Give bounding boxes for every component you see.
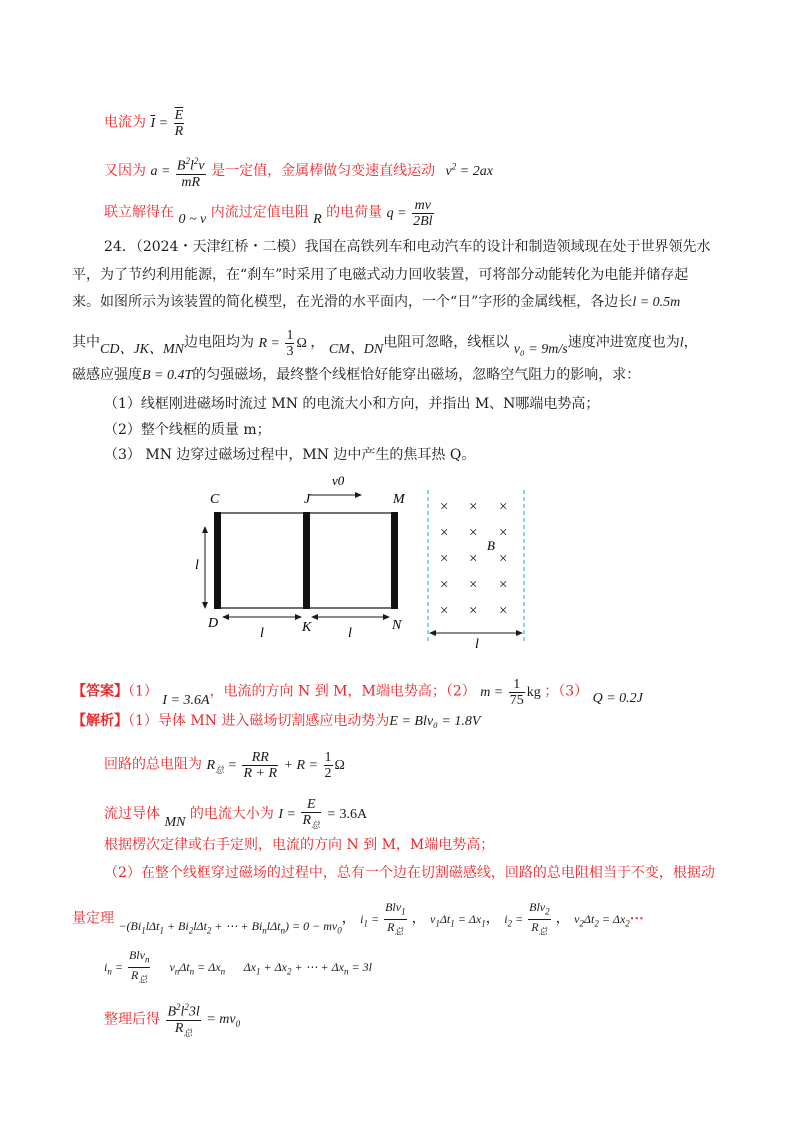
analysis-text-6: 量定理	[72, 910, 114, 927]
problem-line-5	[72, 366, 640, 385]
acceleration-note: 是一定值，金属棒做匀变速直线运动	[211, 163, 436, 180]
analysis-text-4: 根据楞次定律或右手定则，电流的方向 N 到 M，M端电势高；	[104, 837, 495, 853]
analysis-line-3	[104, 797, 367, 833]
field-cross: ×	[499, 499, 508, 515]
dim-bottom-2-arrow-left	[311, 614, 318, 620]
acceleration-formula: a = $\frac{B^2l^2v}{mR}$	[150, 156, 205, 190]
dim-field-arrow-left	[429, 630, 436, 636]
result-formula: $\frac{B^2l^23l}{R_总}$ = $mv_0$	[167, 1002, 241, 1038]
momentum-theorem-formula: $-(Bi_1l\Delta t_1 + Bi_2l\Delta t_2$ + ⋯ + $Bi_nl\Delta t_n) = 0 - mv_0$	[118, 918, 342, 936]
circuit-figure	[190, 465, 550, 650]
answer-current: I = 3.6A	[162, 692, 210, 708]
analysis-line-1	[72, 712, 480, 731]
question-3: （3） MN 边穿过磁场过程中，MN 边中产生的焦耳热 Q。	[104, 447, 476, 463]
dim-left-arrow-bottom	[202, 602, 208, 609]
resistance-formula: R = $\frac{1}{3}$ Ω	[258, 328, 307, 359]
label-D: D	[208, 616, 219, 631]
label-M: M	[393, 492, 405, 507]
zero-resistance-sides: CM、DN	[328, 341, 384, 357]
dim-bottom-1-arrow-right	[295, 614, 302, 620]
analysis-line-6: 量定理 $-(Bi_1l\Delta t_1 + Bi_2l\Delta t_2$ + ⋯ + $Bi_nl\Delta t_n) = 0 - mv_0$， $i_1$ = $\frac{Blv_1}{R_总}$ ， $v_1\Delta t_1 = \Delta x_1$， $i_2$ = $\frac{Blv_2}{R_总}$ ， $v_2\Delta t_2$ = $\Delta x_2\cdots$	[72, 900, 644, 937]
answer-text-1: ，电流的方向 N 到 M，M端电势高；（2）	[209, 683, 476, 700]
resistive-sides: CD、JK、MN	[100, 341, 184, 357]
question-2: （2）整个线框的质量 m；	[104, 422, 271, 438]
current-i1-formula: $i_1$ = $\frac{Blv_1}{R_总}$	[360, 900, 406, 937]
bar-CD	[214, 512, 221, 609]
analysis-text-3a: 流过导体	[104, 806, 160, 823]
resistor-symbol: R	[313, 211, 322, 227]
charge-line	[104, 198, 436, 229]
acceleration-label: 又因为	[104, 163, 146, 180]
displacement-sum-formula: $\Delta x_1 + \Delta x_2$ + ⋯ + $\Delta x_n = 3l$	[243, 959, 372, 977]
velocity-arrowhead	[355, 492, 362, 498]
analysis-line-2	[104, 750, 345, 781]
dim-bottom-2-arrow-right	[383, 614, 390, 620]
field-width-symbol: l	[679, 335, 684, 351]
current-in-formula: $i_n$ = $\frac{Blv_n}{R_总}$	[104, 948, 150, 985]
field-cross: ×	[440, 603, 449, 619]
analysis-line-8	[104, 1000, 240, 1040]
label-l-bottom-1: l	[260, 626, 264, 641]
label-N: N	[392, 618, 402, 633]
field-crosses	[440, 499, 507, 619]
field-cross: ×	[440, 499, 449, 515]
problem-text-5a: 磁感应强度	[72, 367, 142, 383]
label-l-field: l	[475, 637, 479, 650]
problem-text-4a: 其中	[72, 334, 100, 351]
analysis-text-5: （2）在整个线框穿过磁场的过程中，总有一个边在切割磁感线，回路的总电阻相当于不变，根据动	[104, 865, 715, 881]
problem-text-4c: 边电阻均为	[184, 334, 254, 351]
field-cross: ×	[440, 577, 449, 593]
displacement-n-formula: $v_n\Delta t_n = \Delta x_n$	[169, 959, 226, 977]
label-l-left: l	[195, 558, 199, 573]
analysis-label: 【解析】	[72, 713, 128, 729]
field-cross: ×	[469, 551, 478, 567]
bar-MN	[391, 512, 398, 609]
problem-text-5c: 的匀强磁场，最终整个线框恰好能穿出磁场，忽略空气阻力的影响，求：	[192, 367, 641, 383]
field-cross: ×	[499, 603, 508, 619]
problem-text-4f: 电阻可忽略，线框以	[383, 334, 510, 351]
current-average-line	[104, 108, 186, 139]
analysis-text-2: 回路的总电阻为	[104, 756, 202, 773]
problem-comma-2: ，	[683, 334, 698, 351]
analysis-text-3c: 的电流大小为	[189, 806, 274, 823]
initial-velocity-value: v₀ = 9m/s	[513, 341, 568, 357]
analysis-line-7	[104, 948, 372, 988]
displacement-1-formula: $v_1\Delta t_1 = \Delta x_1$	[430, 911, 486, 929]
field-cross: ×	[469, 603, 478, 619]
velocity-range: 0 ~ v	[178, 211, 207, 227]
problem-line-1	[104, 238, 710, 256]
label-B: B	[487, 538, 495, 553]
field-cross: ×	[499, 525, 508, 541]
charge-label-b: 内流过定值电阻	[210, 204, 309, 221]
velocity-label: v0	[332, 473, 345, 488]
conductor-MN: MN	[164, 815, 186, 831]
field-cross: ×	[499, 577, 508, 593]
problem-text-3: 来。如图所示为该装置的简化模型，在光滑的水平面内，一个“日”字形的金属线框，各边长	[72, 294, 633, 310]
acceleration-line	[104, 154, 493, 190]
field-cross: ×	[469, 525, 478, 541]
kinematics-formula: $v^2 = 2ax$	[445, 161, 493, 180]
charge-label-c: 的电荷量	[326, 204, 383, 221]
answer-label: 【答案】	[72, 683, 128, 700]
label-l-bottom-2: l	[348, 626, 352, 641]
field-cross: ×	[469, 499, 478, 515]
analysis-text-8: 整理后得	[104, 1011, 160, 1028]
problem-line-3	[72, 293, 680, 312]
current-formula: I = $\frac{E}{R_总}$ = 3.6A	[278, 797, 368, 830]
answer-heat: Q = 0.2J	[592, 690, 643, 706]
field-cross: ×	[469, 577, 478, 593]
problem-text-4h: 速度冲进宽度也为	[567, 334, 680, 351]
field-strength-value: B = 0.4T	[142, 368, 193, 383]
displacement-2-formula: $v_2\Delta t_2 = \Delta x_2$	[574, 911, 630, 929]
answer-mass: m = $\frac{1}{75}$ kg	[480, 677, 541, 708]
problem-number: 24．（2024・天津红桥・二模）	[104, 239, 305, 255]
answer-part-1: （1）	[128, 683, 158, 700]
field-cross: ×	[440, 551, 449, 567]
charge-formula: q = $\frac{mv}{2Bl}$	[386, 198, 433, 229]
answer-line	[72, 677, 643, 708]
dim-left-arrow-top	[202, 526, 208, 533]
current-i2-formula: $i_2$ = $\frac{Blv_2}{R_总}$	[504, 900, 550, 937]
problem-comma: ，	[310, 334, 325, 351]
side-length-value: l = 0.5m	[632, 295, 681, 310]
bar-JK	[303, 512, 310, 609]
emf-formula: E = Blv₀ = 1.8V	[389, 714, 481, 729]
answer-text-2: ；（3）	[544, 683, 589, 700]
charge-label-a: 联立解得在	[104, 204, 174, 221]
problem-line-4	[72, 328, 698, 359]
field-cross: ×	[499, 551, 508, 567]
dim-bottom-1-arrow-left	[222, 614, 229, 620]
analysis-text-1: （1）导体 MN 进入磁场切割感应电动势为	[128, 713, 390, 729]
label-C: C	[210, 492, 220, 507]
dim-field-arrow-right	[516, 630, 523, 636]
total-resistance-formula: $R_总$ = $\frac{RR}{R + R}$ + R = $\frac{1}{2}$ Ω	[206, 750, 345, 781]
label-K: K	[302, 620, 312, 635]
problem-text-2: 平，为了节约利用能源，在“刹车”时采用了电磁式动力回收装置，可将部分动能转化为电能并储存起	[72, 267, 689, 283]
field-cross: ×	[440, 525, 449, 541]
current-average-label: 电流为	[104, 114, 146, 131]
problem-line-2	[72, 266, 688, 284]
problem-text-1: 我国在高铁列车和电动汽车的设计和制造领域现在处于世界领先水	[304, 239, 711, 255]
question-1: （1）线框刚进磁场时流过 MN 的电流大小和方向，并指出 M、N哪端电势高；	[104, 396, 600, 412]
label-J: J	[304, 492, 311, 507]
current-average-formula: $\overline{I}$ = $\frac{\overline{E}}{R}$	[150, 108, 184, 139]
